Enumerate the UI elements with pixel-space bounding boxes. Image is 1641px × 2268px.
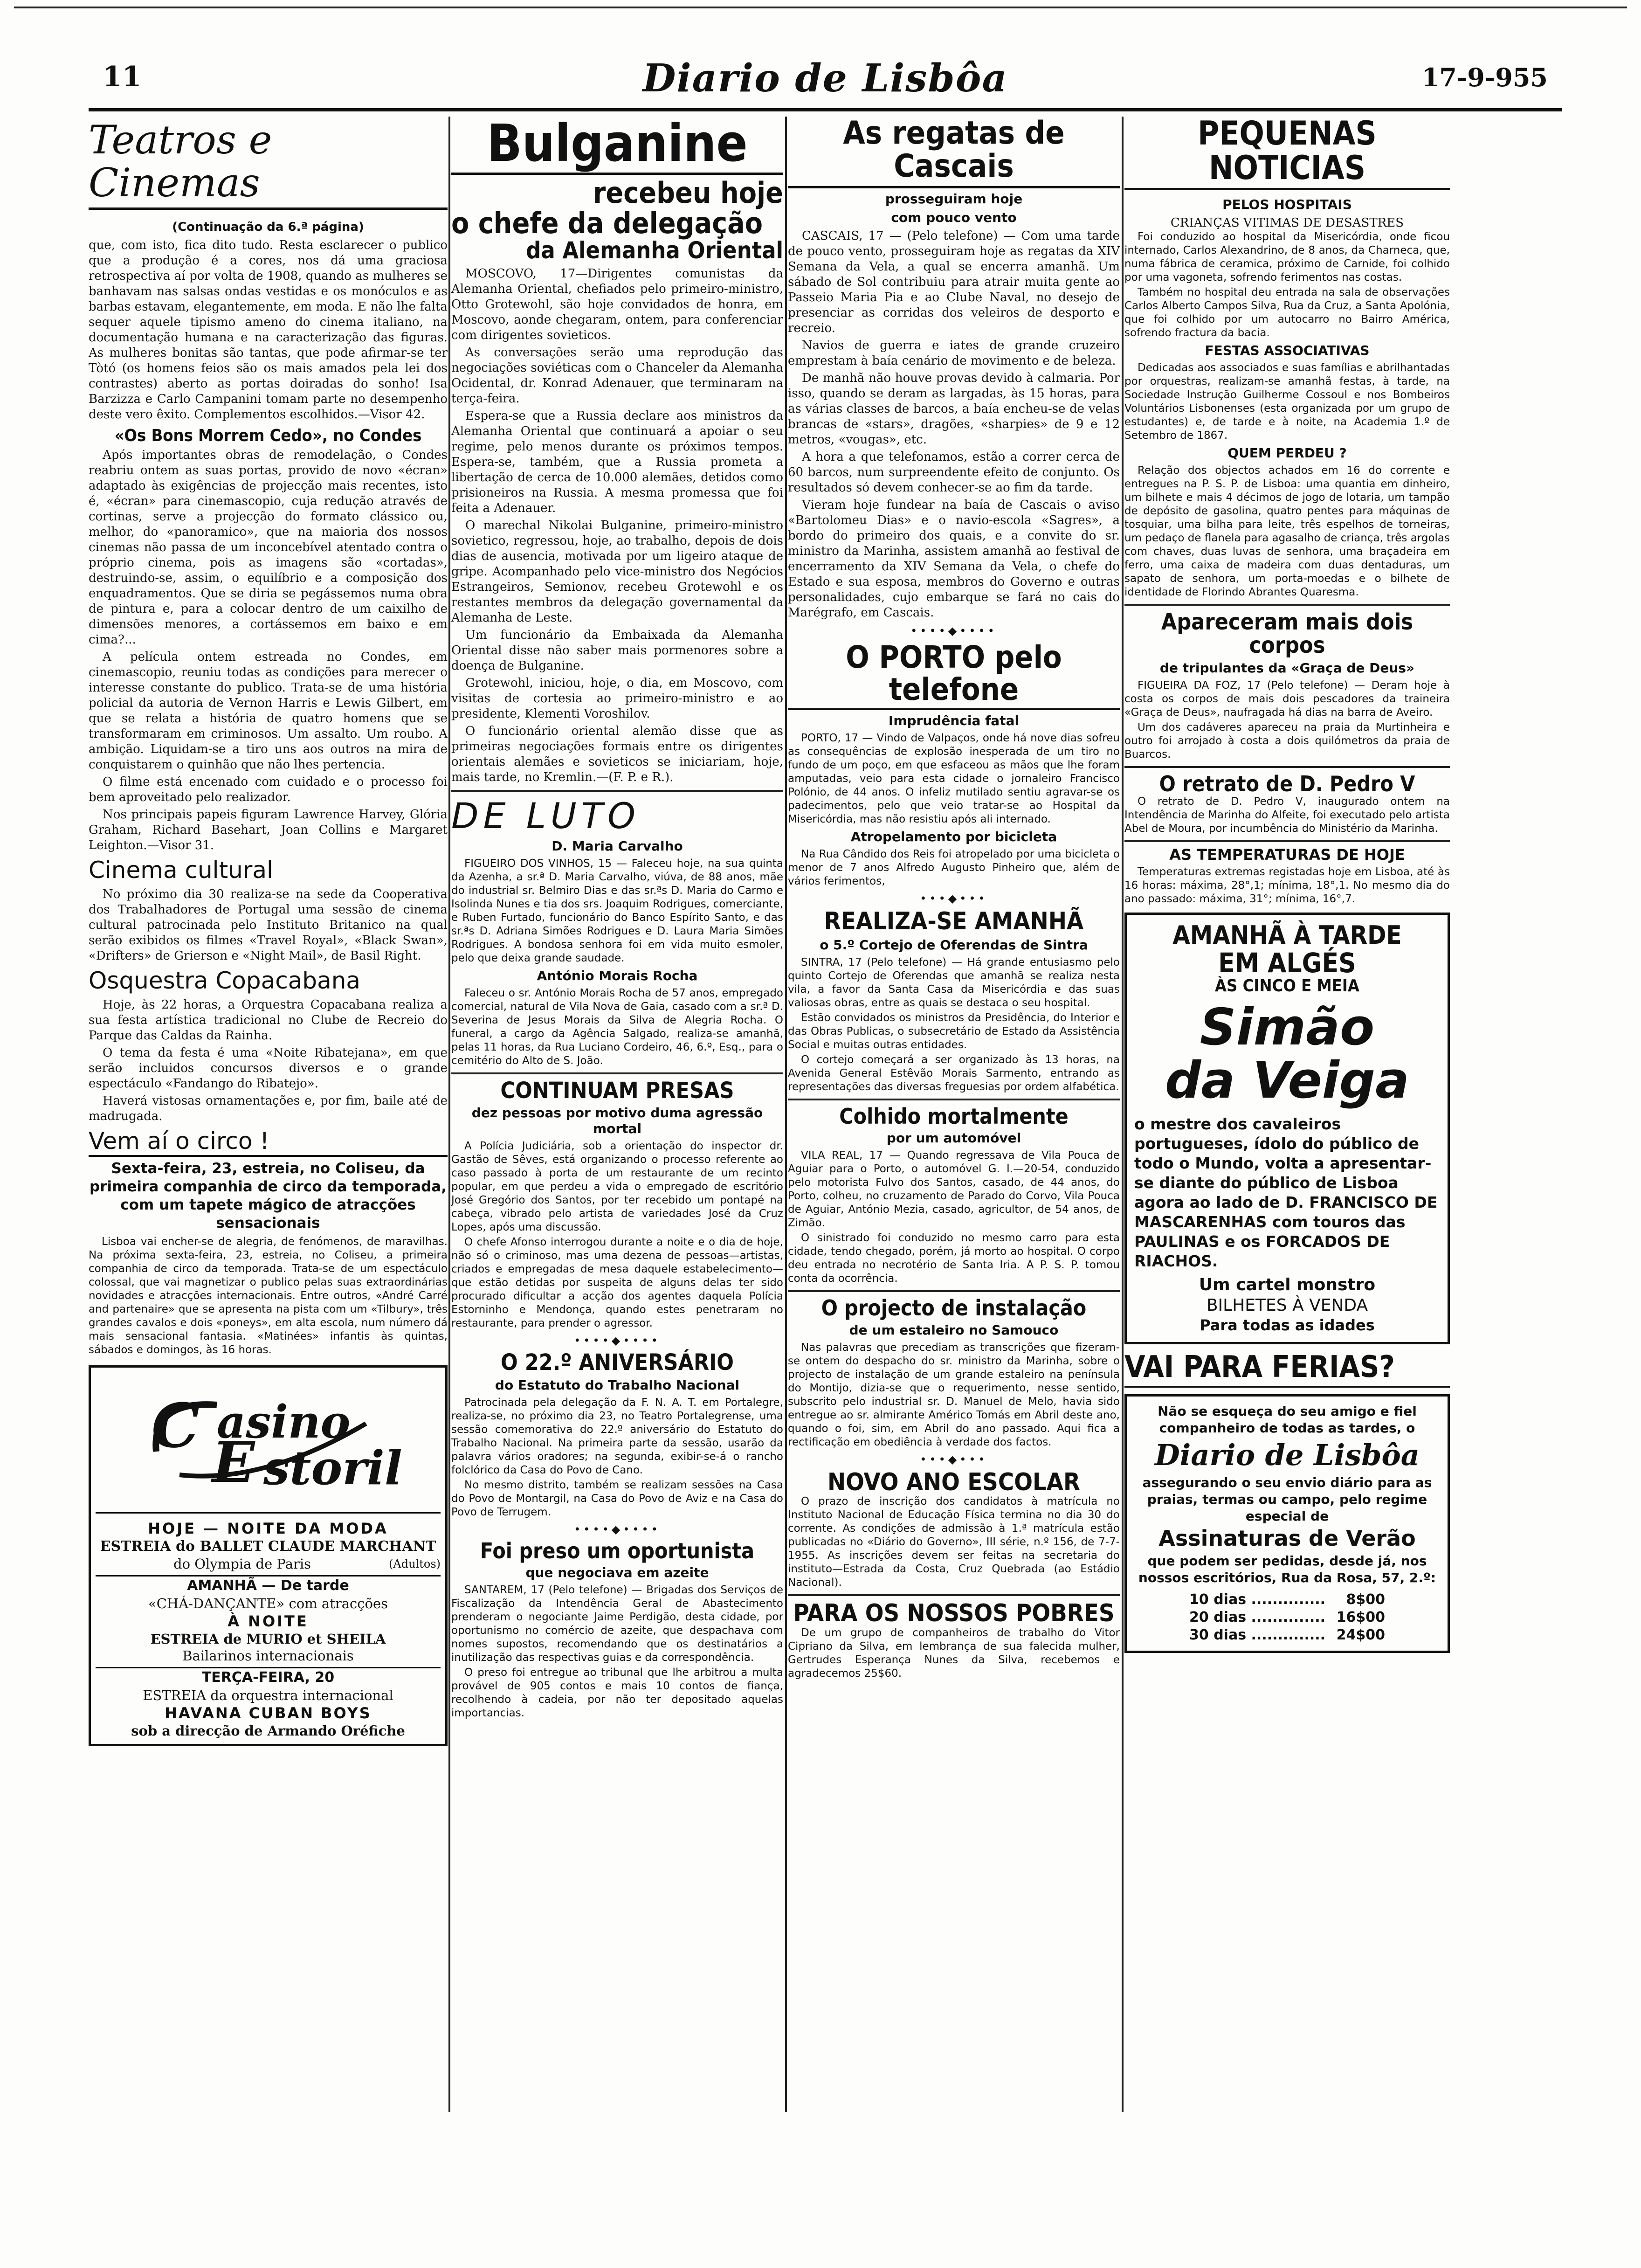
paragraph: FIGUEIRO DOS VINHOS, 15 — Faleceu hoje, na sua quinta da Azenha, a sr.ª D. Maria Carvalho, viúva, de 88 anos, mãe do industrial sr. Belmiro Dias e das sr.ªs D. Maria do Carmo e Isolinda Nunes e tia dos srs. Joaquim Rodrigues, comerciante, e Ruben Furtado, funcionário do Banco Espírito Santo, e das sr.ªs D. Adriana Simões Rodrigues e D. Laura Maria Simões Rodrigues. A bondosa senhora foi em vida muito esmoler, pelo que deixa grande saudade. — [451, 857, 783, 964]
article-body — [89, 448, 448, 853]
paragraph: O preso foi entregue ao tribunal que lhe arbitrou a multa provável de 905 contos e mais 10 contos de fiança, recolhendo à cadeia, por não ter depositado aquelas importancias. — [451, 1666, 783, 1719]
article-title: Colhido mortalmente — [839, 1103, 1069, 1129]
svg-text:storil: storil — [263, 1440, 402, 1495]
ad-line: HAVANA CUBAN BOYS — [165, 1704, 372, 1722]
column-divider — [1122, 117, 1124, 2112]
divider — [1124, 840, 1450, 842]
article-body — [1124, 230, 1450, 340]
article-body — [89, 997, 448, 1124]
paragraph: A película ontem estreada no Condes, em cinemascopio, reuniu todas as condições para merecer o interesse constante do publico. Trata-se de uma história policial da autoria de Vernon Harris e Lewis Gilbert, em que se relata a história de quatro homens que se transformaram em criminosos. Um assalto. Um roubo. A ambição. Liquidam-se a tiro uns aos outros na mira de conquistarem o quinhão que não lhes pertencia. — [89, 650, 448, 772]
price-days: 10 dias — [1189, 1591, 1247, 1608]
article-title: Cinema cultural — [89, 856, 273, 884]
article-title: Foi preso um oportunista — [480, 1538, 755, 1563]
paragraph: Haverá vistosas ornamentações e, por fim, baile até de madrugada. — [89, 1093, 448, 1123]
article-title: O projecto de instalação — [821, 1295, 1087, 1321]
column-short-news — [1124, 117, 1450, 2122]
article-subtitle: por um automóvel — [886, 1130, 1021, 1146]
article-body — [89, 238, 448, 422]
paragraph: Espera-se que a Russia declare aos ministros da Alemanha Oriental que continuará a apoiar o seu regime, pelo menos durante os próximos tempos. Espera-se, também, que a Russia prometa a libertação de cerca de 10.000 alemães, detidos como prisioneiros na Russia. A mesma promessa que foi feita a Adenauer. — [451, 409, 783, 516]
paragraph: Temperaturas extremas registadas hoje em Lisboa, até às 16 horas: máxima, 28°,1; mínima, 18°,1. No mesmo dia do ano passado: máxima, 31°; mínima, 16°,7. — [1124, 866, 1450, 906]
paragraph: O funcionário oriental alemão disse que as primeiras negociações formais entre os dirigentes orientais alemães e sovieticos se iniciariam, hoje, mais tarde, no Kremlin.—(F. P. e R.). — [451, 724, 783, 785]
paragraph: No mesmo distrito, também se realizam sessões na Casa do Povo de Montargil, na Casa do Povo de Aviz e na Casa do Povo de Terrugem. — [451, 1479, 783, 1518]
article-body — [451, 857, 783, 965]
article-body — [788, 1341, 1120, 1449]
paragraph: Na Rua Cândido dos Reis foi atropelado por uma bicicleta o menor de 7 anos Alfredo Augusto Pinheiro que, além de vários ferimentos, — [788, 848, 1120, 888]
subscription-ad — [1124, 1394, 1450, 1653]
svg-text:E: E — [212, 1429, 255, 1495]
article-subtitle: dez pessoas por motivo duma agressão mortal — [471, 1105, 763, 1137]
article-title: DE LUTO — [451, 795, 640, 837]
article-title: PARA OS NOSSOS POBRES — [793, 1599, 1115, 1628]
article-body — [1124, 679, 1450, 761]
ad-line: HOJE — NOITE DA MODA — [148, 1519, 388, 1537]
article-body — [89, 887, 448, 964]
paragraph: O prazo de inscrição dos candidatos à matrícula no Instituto Nacional de Educação Física termina no dia 30 do corrente. As condições de admissão à 1.ª matrícula estão publicadas no «Diário do Governo», III série, n.º 156, de 7-7-1955. As inscrições devem ser feitas na secretaria do instituto—Estrada da Costa, Cruz Quebrada (ao Estádio Nacional). — [788, 1495, 1120, 1589]
paragraph: Relação dos objectos achados em 16 do corrente e entregues na P. S. P. de Lisboa: uma quantia em dinheiro, um bilhete e mais 4 décimos de jogo de lotaria, um tampão de depósito de gasolina, quatro pentes para máquinas de tosquiar, uma bilha para leite, três espelhos de torneiras, um pedaço de flanela para agasalho de criança, três argolas com chaves, duas luvas de senhora, uma braçadeira em ferro, uma caixa de madeira com duas dentaduras, um sapato de senhora, um porta-moedas e o bilhete de identidade de Florindo Abrantes Quaresma. — [1124, 464, 1450, 598]
ad-note: (Adultos) — [389, 1557, 441, 1570]
paragraph: O marechal Nikolai Bulganine, primeiro-ministro sovietico, regressou, hoje, ao trabalho, depois de dois dias de ausencia, motivada por um ligeiro ataque de gripe. Acompanhado pelo vice-ministro dos Negócios Estrangeiros, Semionov, recebeu Grotewohl e os restantes membros da delegação governamental da Alemanha de Leste. — [451, 519, 783, 625]
header-rule — [89, 108, 1562, 111]
article-body — [451, 1583, 783, 1720]
article-subtitle: do Estatuto do Trabalho Nacional — [495, 1377, 740, 1393]
paragraph: A Polícia Judiciária, sob a orientação do inspector dr. Gastão de Sêves, está organizando o processo referente ao caso passado à porta de um restaurante de um recinto popular, em que perdeu a vida o empregado de escritório José Gregório dos Santos, por ter recebido um pontapé na cabeça, vibrado pelo artista de variedades José da Cruz Lopes, após uma discussão. — [451, 1140, 783, 1234]
paragraph: Nas palavras que precediam as transcrições que fizeram-se ontem do despacho do sr. ministro da Marinha, sobre o projecto de instalação de um grande estaleiro na península do Montijo, dizia-se que o requerimento, nesse sentido, subscrito pelo industrial sr. D. Manuel de Melo, havia sido entregue ao sr. almirante Américo Tomás em Abril deste ano, quando o foi, sim, em Abril do ano passado. Aqui fica a rectificação em obediência à verdade dos factos. — [788, 1341, 1120, 1448]
price-value: 16$00 — [1336, 1609, 1385, 1625]
price-days: 30 dias — [1189, 1626, 1247, 1643]
ad-text: que podem ser pedidas, desde já, nos nossos escritórios, Rua da Rosa, 57, 2.º: — [1138, 1553, 1436, 1585]
ad-line: do Olympia de Paris — [173, 1556, 311, 1572]
article-body — [788, 1495, 1120, 1590]
article-body — [788, 848, 1120, 888]
section-title: Teatros e Cinemas — [89, 118, 448, 210]
paragraph: O cortejo começará a ser organizado às 13 horas, na Avenida General Estêvão Morais Sarmento, entrando as representações das diversas freguesias por ordem alfabética. — [788, 1053, 1120, 1093]
paragraph: Vieram hoje fundear na baía de Cascais o aviso «Bartolomeu Dias» e o navio-escola «Sagres», a bordo do primeiro dos quais, e a convite do sr. ministro da Marinha, assistem amanhã ao festival de encerramento da XIV Semana da Vela, o chefe do Estado e sua esposa, membros do Governo e outras personalidades, cujo embarque se fará no cais do Marégrafo, em Cascais. — [788, 498, 1120, 620]
article-subtitle: de tripulantes da «Graça de Deus» — [1159, 660, 1415, 676]
ad-headline: Simão — [1200, 998, 1375, 1057]
ad-line: AMANHÃ — De tarde — [96, 1575, 441, 1595]
paragraph: O sinistrado foi conduzido no mesmo carro para esta cidade, tendo chegado, porém, já morto ao hospital. O corpo deu entrada no necrotério de Santa Iria. A P. S. P. tomou conta da ocorrência. — [788, 1232, 1120, 1285]
price-days: 20 dias — [1189, 1609, 1247, 1625]
ad-line: Bailarinos internacionais — [182, 1647, 354, 1664]
ad-headline: Assinaturas de Verão — [1158, 1526, 1416, 1551]
ad-masthead: Diario de Lisbôa — [1155, 1438, 1420, 1473]
paragraph: As conversações serão uma reprodução das negociações soviéticas com o Chanceler da Alemanha Ocidental, dr. Konrad Adenauer, que terminaram na terça-feira. — [451, 346, 783, 406]
headline: PEQUENAS NOTICIAS — [1124, 117, 1450, 190]
headline: As regatas de Cascais — [788, 117, 1120, 188]
paragraph: Um funcionário da Embaixada da Alemanha Oriental disse não saber mais pormenores sobre a doença de Bulganine. — [451, 628, 783, 673]
svg-text:asino: asino — [217, 1395, 351, 1448]
paragraph: que, com isto, fica dito tudo. Resta esclarecer o publico que a produção é a cores, nos dá uma graciosa retrospectiva aí por volta de 1908, quando as mulheres se banhavam nas salsas ondas vestidas e os monóculos e as barbas estavam, elegantemente, em moda. E não lhe falta sequer aquele tipismo ameno do cinema italiano, na documentação humana e na caracterização das figuras. As mulheres bonitas são tantas, que pode afirmar-se ter Tòtó (os homens feios são os mais amados pela lei dos contrastes) aberto as portas doiradas do sonho! Isa Barzizza e Carlo Campanini tomam parte no desempenho deste vero êxito. Complementos escolhidos.—Visor 42. — [89, 238, 448, 422]
paragraph: VILA REAL, 17 — Quando regressava de Vila Pouca de Aguiar para o Porto, o automóvel G. I.—20-54, conduzido pelo motorista Fulvo dos Santos, casado, de 44 anos, do Porto, colheu, no cruzamento de Parado do Corvo, Vila Pouca de Aguiar, António Mezia, casado, agricultor, de 54 anos, de Zimão. — [788, 1149, 1120, 1230]
headline-sub: o chefe da delegação — [451, 206, 763, 240]
paragraph: No próximo dia 30 realiza-se na sede da Cooperativa dos Trabalhadores de Portugal uma sessão de cinema cultural patrocinada pelo Instituto Britanico na qual serão exibidos os filmes «Travel Royal», «Black Swan», «Drifters» de Grierson e «Night Mail», de Basil Right. — [89, 887, 448, 963]
divider — [451, 790, 783, 792]
article-body — [451, 266, 783, 785]
article-subtitle: Sexta-feira, 23, estreia, no Coliseu, da primeira companhia de circo da temporada, com um tapete mágico de atracções sensacionais — [89, 1160, 447, 1231]
article-body — [1124, 464, 1450, 599]
article-subtitle: QUEM PERDEU ? — [1227, 445, 1347, 461]
article-subtitle: com pouco vento — [891, 209, 1017, 225]
article-body — [788, 1149, 1120, 1286]
article-subtitle: o 5.º Cortejo de Oferendas de Sintra — [820, 937, 1088, 953]
column-news-2 — [451, 117, 783, 2122]
casino-logo — [96, 1372, 441, 1514]
article-title: «Os Bons Morrem Cedo», no Condes — [114, 426, 422, 445]
article-subtitle: António Morais Rocha — [537, 968, 698, 983]
price-row: 20 dias .............. 16$00 — [1189, 1609, 1385, 1625]
ad-line: sob a direcção de Armando Oréfiche — [131, 1722, 405, 1739]
column-news-3 — [788, 117, 1120, 2122]
paragraph: PORTO, 17 — Vindo de Valpaços, onde há nove dias sofreu as consequências de explosão inesperada de um tiro no fundo de um poço, em que esfaceou as mãos que lhe foram amputadas, veio para esta cidade o jornaleiro Francisco Polónio, de 44 anos. O infeliz mutilado sentiu agravar-se os padecimentos, pelo que veio tratar-se ao Hospital da Misericórdia, mas não resistiu após ali internado. — [788, 732, 1120, 826]
bullfight-ad — [1124, 913, 1450, 1344]
article-subtitle: FESTAS ASSOCIATIVAS — [1205, 343, 1370, 358]
price-list — [1189, 1591, 1385, 1644]
article-title: NOVO ANO ESCOLAR — [827, 1468, 1081, 1496]
ornament-divider: •••◆••• — [920, 1452, 988, 1466]
paragraph: Também no hospital deu entrada na sala de observações Carlos Alberto Campos Silva, Rua da Cruz, a Santa Apolónia, que foi colhido por um autocarro no Bairro América, sofrendo fractura da bacia. — [1124, 286, 1450, 339]
paragraph: Grotewohl, iniciou, hoje, o dia, em Moscovo, com visitas de cortesia ao primeiro-ministro e ao presidente, Klementi Voroshilov. — [451, 676, 783, 721]
article-body — [451, 987, 783, 1068]
paragraph: FIGUEIRA DA FOZ, 17 (Pelo telefone) — Deram hoje à costa os corpos de mais dois pescadores da traineira «Graça de Deus», naufragada há dias na barra de Aveiro. — [1124, 679, 1450, 719]
paragraph: De um grupo de companheiros de trabalho do Vitor Cipriano da Silva, em lembrança de sua falecida mulher, Gertrudes Esperança Nunes da Silva, recebemos e agradecemos 25$60. — [788, 1626, 1120, 1680]
article-body — [788, 228, 1120, 621]
ad-line: «CHÁ-DANÇANTE» com atracções — [148, 1595, 388, 1611]
paragraph: Hoje, às 22 horas, a Orquestra Copacabana realiza a sua festa artística tradicional no Clube de Recreio do Parque das Caldas da Rainha. — [89, 997, 448, 1043]
paragraph: O filme está encenado com cuidado e o processo foi bem aproveitado pelo realizador. — [89, 774, 448, 804]
ad-text: assegurando o seu envio diário para as praias, termas ou campo, pelo regime especial de — [1142, 1475, 1432, 1524]
article-title: VAI PARA FERIAS? — [1124, 1352, 1450, 1388]
ad-line: ESTREIA de MURIO et SHEILA — [150, 1631, 386, 1647]
ornament-divider: ••••◆•••• — [574, 1522, 661, 1536]
paragraph: Nos principais papeis figuram Lawrence Harvey, Glória Graham, Richard Basehart, Joan Collins e Margaret Leighton.—Visor 31. — [89, 807, 448, 852]
article-subtitle: PELOS HOSPITAIS — [1222, 197, 1352, 212]
article-title: O 22.º ANIVERSÁRIO — [501, 1349, 734, 1376]
paragraph: MOSCOVO, 17—Dirigentes comunistas da Alemanha Oriental, chefiados pelo primeiro-ministro, Otto Grotewohl, são hoje convidados de honra, em Moscovo, aonde chegaram, ontem, para conferenciar com dirigentes sovieticos. — [451, 267, 783, 343]
ad-text: Não se esqueça do seu amigo e fiel companheiro de todas as tardes, o — [1158, 1404, 1417, 1436]
paragraph: Dedicadas aos associados e suas famílias e abrilhantadas por orquestras, realizam-se amanhã festas, à tarde, na Sociedade Instrução Guilherme Cossoul e nos Bombeiros Voluntários Lisbonenses (esta organizada por um grupo de estudantes) e, de tarde e à noite, na Academia 1.º de Setembro de 1867. — [1124, 362, 1450, 442]
ad-line: BILHETES À VENDA — [1206, 1296, 1368, 1315]
article-subtitle: AS TEMPERATURAS DE HOJE — [1169, 846, 1405, 864]
paragraph: Patrocinada pela delegação da F. N. A. T. em Portalegre, realiza-se, no próximo dia 23, no Teatro Portalegrense, uma sessão comemorativa do 22.º aniversário do Estatuto do Trabalho Nacional. Na primeira parte da sessão, usarão da palavra vários oradores; na segunda, exibir-se-á o rancho folclórico da Casa do Povo de Cano. — [451, 1396, 783, 1476]
article-subtitle: Atropelamento por bicicleta — [850, 829, 1057, 845]
continuation-note: (Continuação da 6.ª página) — [172, 220, 364, 234]
article-subtitle: CRIANÇAS VITIMAS DE DESASTRES — [1170, 216, 1404, 230]
divider — [788, 1099, 1120, 1100]
masthead: Diario de Lisbôa — [642, 56, 1008, 101]
headline: Bulganine — [451, 117, 783, 175]
column-divider — [448, 117, 450, 2112]
paragraph: CASCAIS, 17 — (Pelo telefone) — Com uma tarde de pouco vento, prosseguiram hoje as regatas da XIV Semana da Vela, a qual se encerra amanhã. Um sábado de Sol contribuiu para atrair muita gente ao Passeio Maria Pia e ao Clube Naval, no desejo de presenciar as corridas dos veleiros de desporto e recreio. — [788, 228, 1120, 335]
divider — [1124, 766, 1450, 768]
ad-line: ESTREIA do BALLET CLAUDE MARCHANT — [100, 1538, 436, 1555]
paragraph: Navios de guerra e iates de grande cruzeiro emprestam à baía cenário de movimento e de beleza. — [788, 338, 1120, 368]
top-rule — [14, 7, 1627, 8]
divider — [788, 1290, 1120, 1292]
headline-sub: da Alemanha Oriental — [526, 236, 783, 264]
ad-line: EM ALGÉS — [1218, 947, 1356, 979]
article-subtitle: prosseguiram hoje — [885, 191, 1023, 207]
ornament-divider: ••••◆•••• — [574, 1334, 661, 1348]
paragraph: Um dos cadáveres apareceu na praia da Murtinheira e outro foi arrojado à costa a dois quilómetros da praia de Buarcos. — [1124, 721, 1450, 761]
page-number: 11 — [103, 61, 142, 93]
paragraph: SINTRA, 17 (Pelo telefone) — Há grande entusiasmo pelo quinto Cortejo de Oferendas que amanhã se realiza nesta vila, a favor da Santa Casa da Misericórdia e das suas valiosas obras, entre as quais se destaca o seu hospital. — [788, 956, 1120, 1009]
article-title: O PORTO pelo telefone — [788, 641, 1120, 711]
page-header — [89, 56, 1562, 103]
article-body — [788, 1626, 1120, 1680]
paragraph: Foi conduzido ao hospital da Misericórdia, onde ficou internado, Carlos Alexandrino, de 8 anos, da Charneca, que, numa fábrica de ceramica, próximo de Carnide, foi colhido por uma vagoneta, sofrendo ferimentos nas costas. — [1124, 231, 1450, 284]
ad-line: ESTREIA da orquestra internacional — [143, 1687, 393, 1703]
svg-text:C: C — [152, 1390, 200, 1461]
paragraph: Estão convidados os ministros da Presidência, do Interior e das Obras Publicas, o subsecretário de Estado da Assistência Social e muitas outras entidades. — [788, 1011, 1120, 1051]
article-subtitle: de um estaleiro no Samouco — [849, 1322, 1059, 1338]
paragraph: A hora a que telefonamos, estão a correr cerca de 60 barcos, num surpreendente efeito de conjunto. Os resultados só devem conhecer-se ao fim da tarde. — [788, 449, 1120, 495]
casino-logo-icon — [124, 1382, 413, 1503]
ornament-divider: ••••◆•••• — [910, 624, 997, 637]
issue-date: 17-9-955 — [1421, 62, 1548, 92]
article-body — [1124, 361, 1450, 443]
paragraph: De manhã não houve provas devido à calmaria. Por isso, quando se deram as largadas, às 15 horas, para as várias classes de barcos, a baía encheu-se de velas brancas de «stars», dragões, «sharpies» de 9 e 12 metros, «vougas», etc. — [788, 371, 1120, 447]
paragraph: O chefe Afonso interrogou durante a noite e o dia de hoje, não só o criminoso, mas uma dezena de pessoas—artistas, criados e empregadas de mesa daquele estabelecimento—que estão detidas por suspeita de alguns delas ter sido procurado dificultar a acção dos agentes daquela Polícia Estorninho e Mendonça, quando estes penetraram no restaurante, para prender o agressor. — [451, 1236, 783, 1330]
article-subtitle: Imprudência fatal — [888, 713, 1020, 729]
article-body — [788, 732, 1120, 826]
price-row: 10 dias .............. 8$00 — [1189, 1591, 1385, 1608]
article-title: REALIZA-SE AMANHÃ — [824, 907, 1084, 936]
paragraph: Faleceu o sr. António Morais Rocha de 57 anos, empregado comercial, natural de Vila Nova de Gaia, casado com a sr.ª D. Severina de Jesus Morais da Silva de Alegria Rocha. O funeral, a cargo da Agência Salgado, realiza-se amanhã, pelas 11 horas, da Rua Luciano Cordeiro, 46, 6.º, Esq., para o cemitério do Alto de S. João. — [451, 987, 783, 1067]
article-title: O retrato de D. Pedro V — [1159, 771, 1415, 796]
article-subtitle: que negociava em azeite — [525, 1564, 709, 1580]
article-title: CONTINUAM PRESAS — [500, 1077, 734, 1104]
casino-estoril-ad — [89, 1365, 448, 1746]
article-body — [451, 1396, 783, 1519]
article-subtitle: D. Maria Carvalho — [552, 838, 683, 854]
article-body — [788, 956, 1120, 1094]
article-title: Osquestra Copacabana — [89, 967, 361, 994]
column-theatres — [89, 117, 448, 2122]
ad-line: Um cartel monstro — [1199, 1275, 1376, 1295]
paragraph: Lisboa vai encher-se de alegria, de fenómenos, de maravilhas. Na próxima sexta-feira, 23, estreia, no Coliseu, a primeira companhia de circo da temporada. Trata-se de um espectáculo colossal, que vai magnetizar o publico pelas suas extraordinárias novidades e atracções internacionais. Entre outros, «André Carré and partenaire» que se apresenta na pista com um «Tilbury», três grandes cavalos e dois «poneys», em alta escola, num número dá mais sensacional fantasia. «Matinées» infantis às quintas, sábados e domingos, às 16 horas. — [89, 1235, 448, 1356]
paragraph: SANTAREM, 17 (Pelo telefone) — Brigadas dos Serviços de Fiscalização da Intendência Geral de Abastecimento prenderam o negociante Jaime Perdigão, desta cidade, por oportunismo no comércio de azeite, que despachava com nomes supostos, recomendando que os destinatários a inutilização das respectivas guias e da correspondência. — [451, 1583, 783, 1664]
paragraph: O tema da festa é uma «Noite Ribatejana», em que serão incluidos concursos diversos e o grande espectáculo «Fandango do Ribatejo». — [89, 1045, 448, 1091]
ornament-divider: •••◆••• — [920, 892, 988, 906]
article-body — [1124, 865, 1450, 906]
divider — [451, 1072, 783, 1074]
ad-line: ÀS CINCO E MEIA — [1214, 976, 1359, 996]
paragraph: Após importantes obras de remodelação, o Condes reabriu ontem as suas portas, provido de novo «écran» adaptado às exigências de projecção mais recentes, isto é, «écran» para cinemascopio, cuja redução através de cortinas, serve a projecção do formato clássico ou, melhor, do «panoramico», que na maioria dos nossos cinemas não passa de um inconcebível atentado contra o próprio cinema, pois as imagens são «cortadas», destruindo-se, assim, o equilíbrio e a composição dos enquadramentos. Que se diria se pegássemos numa obra de pintura e, para a colocar dentro de um caixilho de dimensões menores, a cortássemos em baixo e em cima?... — [89, 448, 448, 647]
ad-text: o mestre dos cavaleiros portugueses, ídolo do público de todo o Mundo, volta a apresentar-se diante do público de Lisboa agora ao lado de D. FRANCISCO DE MASCARENHAS com touros das PAULINAS e os FORCADOS DE RIACHOS. — [1134, 1115, 1438, 1271]
ad-line: AMANHÃ À TARDE — [1172, 920, 1402, 950]
divider — [1124, 604, 1450, 606]
ad-headline: da Veiga — [1165, 1051, 1409, 1110]
column-divider — [785, 117, 787, 2112]
paragraph: O retrato de D. Pedro V, inaugurado ontem na Intendência de Marinha do Alfeite, foi executado pelo artista Abel de Moura, por incumbência do Ministério da Marinha. — [1124, 795, 1450, 835]
price-value: 24$00 — [1336, 1626, 1385, 1643]
ad-line: Para todas as idades — [1200, 1316, 1375, 1335]
price-row: 30 dias .............. 24$00 — [1189, 1626, 1385, 1643]
price-value: 8$00 — [1346, 1591, 1385, 1608]
ad-line: TERÇA-FEIRA, 20 — [96, 1667, 441, 1687]
headline-sub: recebeu hoje — [593, 175, 783, 210]
article-body — [1124, 795, 1450, 836]
ad-line: À NOITE — [228, 1612, 309, 1630]
article-title: Vem aí o circo ! — [89, 1127, 448, 1157]
article-body — [89, 1235, 448, 1357]
divider — [788, 1594, 1120, 1596]
article-body — [451, 1140, 783, 1330]
article-title: Apareceram mais dois corpos — [1161, 609, 1413, 659]
